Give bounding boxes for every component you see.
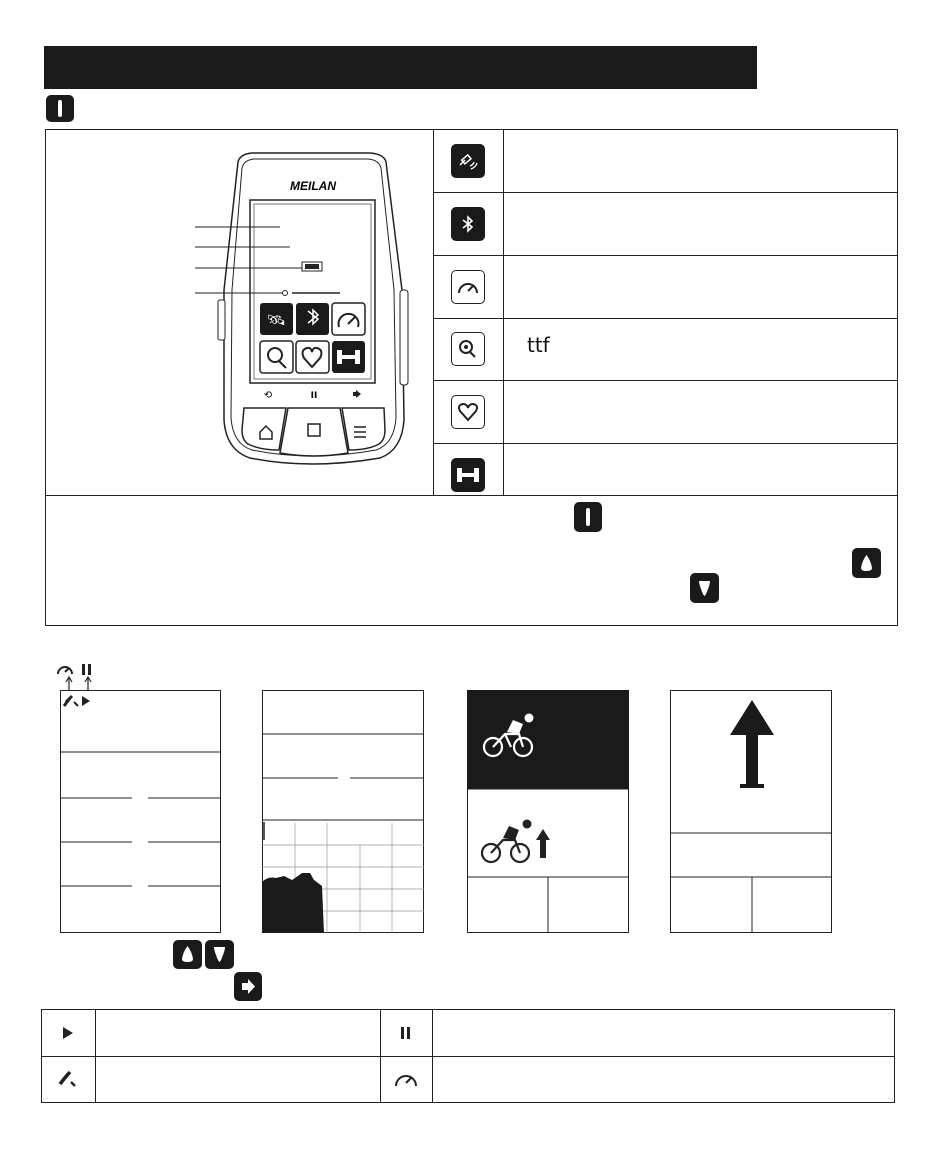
svg-text:⟲: ⟲ (263, 390, 273, 401)
speedometer-icon (392, 1068, 420, 1090)
power-meter-icon (451, 458, 485, 492)
down-button-icon (205, 940, 234, 969)
climb-arrow-icon (536, 829, 550, 858)
svg-text:🛰: 🛰 (266, 311, 286, 329)
bluetooth-icon (451, 207, 485, 241)
section-title-bar (44, 46, 757, 89)
cadence-sensor-icon (451, 332, 485, 366)
up-button-icon (173, 940, 202, 969)
direction-arrow-icon (730, 700, 774, 785)
main-info-box (45, 129, 898, 626)
up-button-icon (852, 548, 881, 578)
gps-device-illustration (180, 150, 420, 475)
elevation-chart (262, 690, 424, 933)
play-icon (58, 1024, 78, 1042)
pause-icon (396, 1024, 416, 1042)
down-button-icon (690, 573, 719, 603)
satellite-gps-icon (451, 144, 485, 178)
heart-rate-icon (451, 395, 485, 429)
speedometer-icon (451, 270, 485, 304)
satellite-icon (56, 1068, 80, 1090)
svg-text:II: II (310, 391, 318, 401)
cadence-row-text: ttf (527, 333, 550, 357)
power-button-icon (574, 502, 602, 532)
device-brand: MEILAN (290, 179, 336, 193)
next-button-icon (234, 972, 262, 1001)
power-button-icon (46, 95, 74, 122)
